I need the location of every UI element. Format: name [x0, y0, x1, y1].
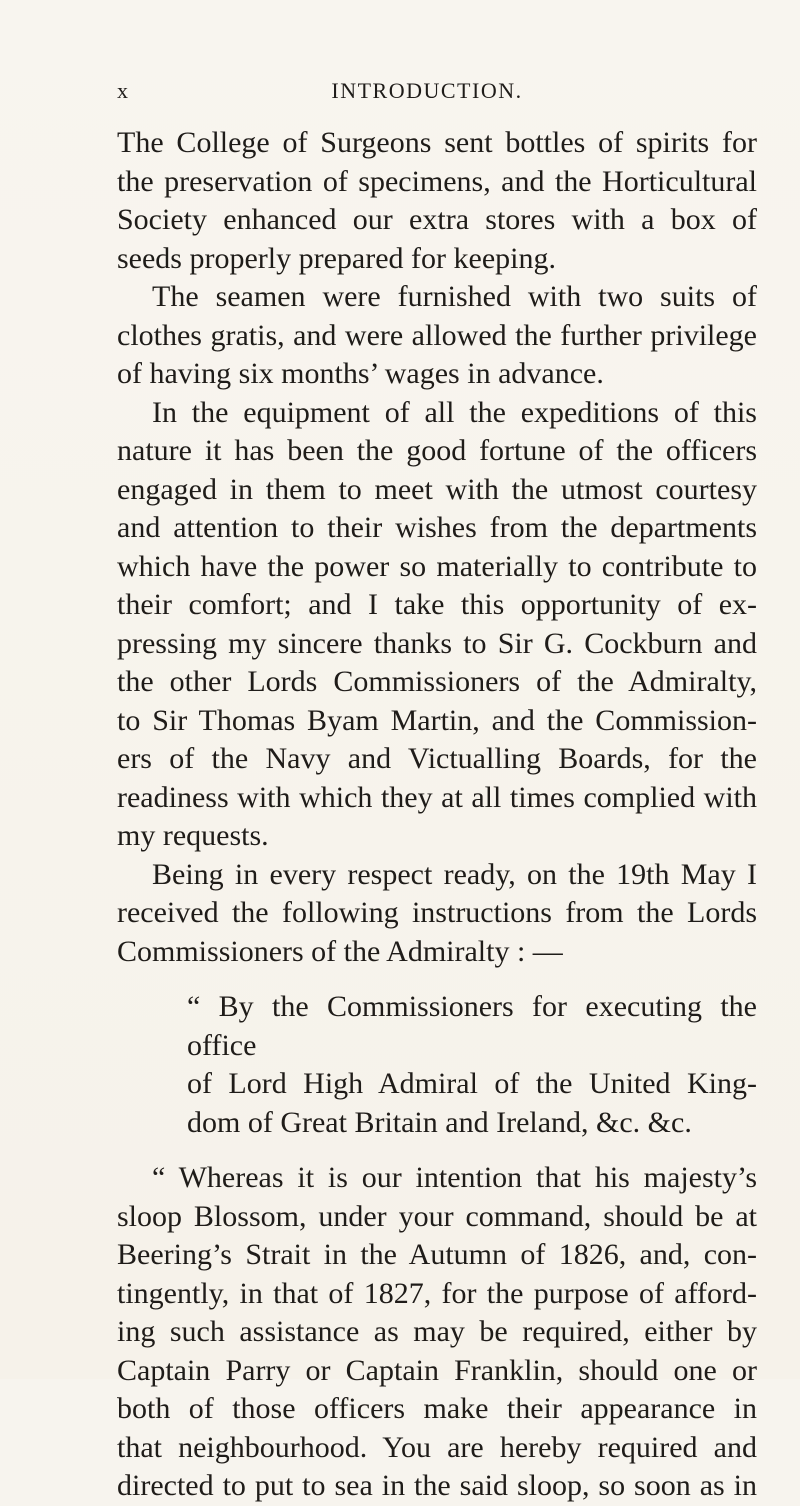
text-line: received the following instructions from the Lords	[117, 896, 757, 929]
text-line: and attention to their wishes from the departments	[117, 511, 757, 544]
paragraph	[117, 394, 757, 856]
text-line: of Lord High Admiral of the United King-	[187, 1067, 757, 1100]
paragraph	[117, 856, 757, 972]
quote-heading	[117, 988, 757, 1142]
running-head: INTRODUCTION.	[331, 78, 523, 103]
quote-body	[117, 1159, 757, 1506]
body-text	[117, 124, 757, 1506]
text-line: dom of Great Britain and Ireland, &c. &c.	[187, 1105, 692, 1139]
text-line: Society enhanced our extra stores with a box of	[117, 203, 757, 236]
text-line: sloop Blossom, under your command, should be at	[117, 1199, 757, 1233]
text-line: Captain Parry or Captain Franklin, should one or	[117, 1353, 757, 1387]
text-line: both of those officers make their appearance in	[117, 1392, 757, 1425]
text-line: that neighbourhood. You are hereby required and	[117, 1430, 757, 1464]
text-line: clothes gratis, and were allowed the further privilege	[117, 318, 757, 352]
text-line: nature it has been the good fortune of the officers	[117, 434, 757, 467]
text-line: of having six months’ wages in advance.	[117, 357, 604, 390]
paragraph	[117, 124, 757, 278]
text-line: which have the power so materially to contribute to	[117, 549, 757, 583]
text-line: to Sir Thomas Byam Martin, and the Commission-	[117, 703, 757, 737]
text-line: directed to put to sea in the said sloop, so soon as in	[117, 1469, 757, 1502]
text-line: In the equipment of all the expeditions of this	[152, 395, 757, 429]
text-line: readiness with which they at all times complied with	[117, 780, 757, 814]
text-line: ers of the Navy and Victualling Boards, for the	[117, 742, 757, 775]
text-line: tingently, in that of 1827, for the purpose of afford-	[117, 1276, 757, 1310]
text-line: the preservation of specimens, and the Horticultural	[117, 164, 757, 198]
text-line: “ By the Commissioners for executing the office	[187, 990, 757, 1062]
text-line: The seamen were furnished with two suits of	[152, 280, 757, 313]
text-line: the other Lords Commissioners of the Admiralty,	[117, 665, 757, 698]
paragraph	[117, 278, 757, 394]
text-line: their comfort; and I take this opportunity of ex-	[117, 588, 757, 621]
text-line: ing such assistance as may be required, either by	[117, 1315, 757, 1348]
text-line: “ Whereas it is our intention that his majesty’s	[152, 1161, 757, 1194]
text-line: Beering’s Strait in the Autumn of 1826, and, con-	[117, 1238, 757, 1271]
text-line: Being in every respect ready, on the 19th May I	[152, 857, 757, 891]
text-line: Commissioners of the Admiralty : —	[117, 934, 563, 968]
text-line: pressing my sincere thanks to Sir G. Cockburn and	[117, 626, 757, 660]
text-line: The College of Surgeons sent bottles of spirits for	[117, 126, 757, 159]
page-number: x	[117, 78, 130, 103]
page-header	[117, 78, 737, 108]
text-line: engaged in them to meet with the utmost courtesy	[117, 472, 757, 506]
text-line: seeds properly prepared for keeping.	[117, 241, 556, 275]
text-line: my requests.	[117, 819, 269, 852]
